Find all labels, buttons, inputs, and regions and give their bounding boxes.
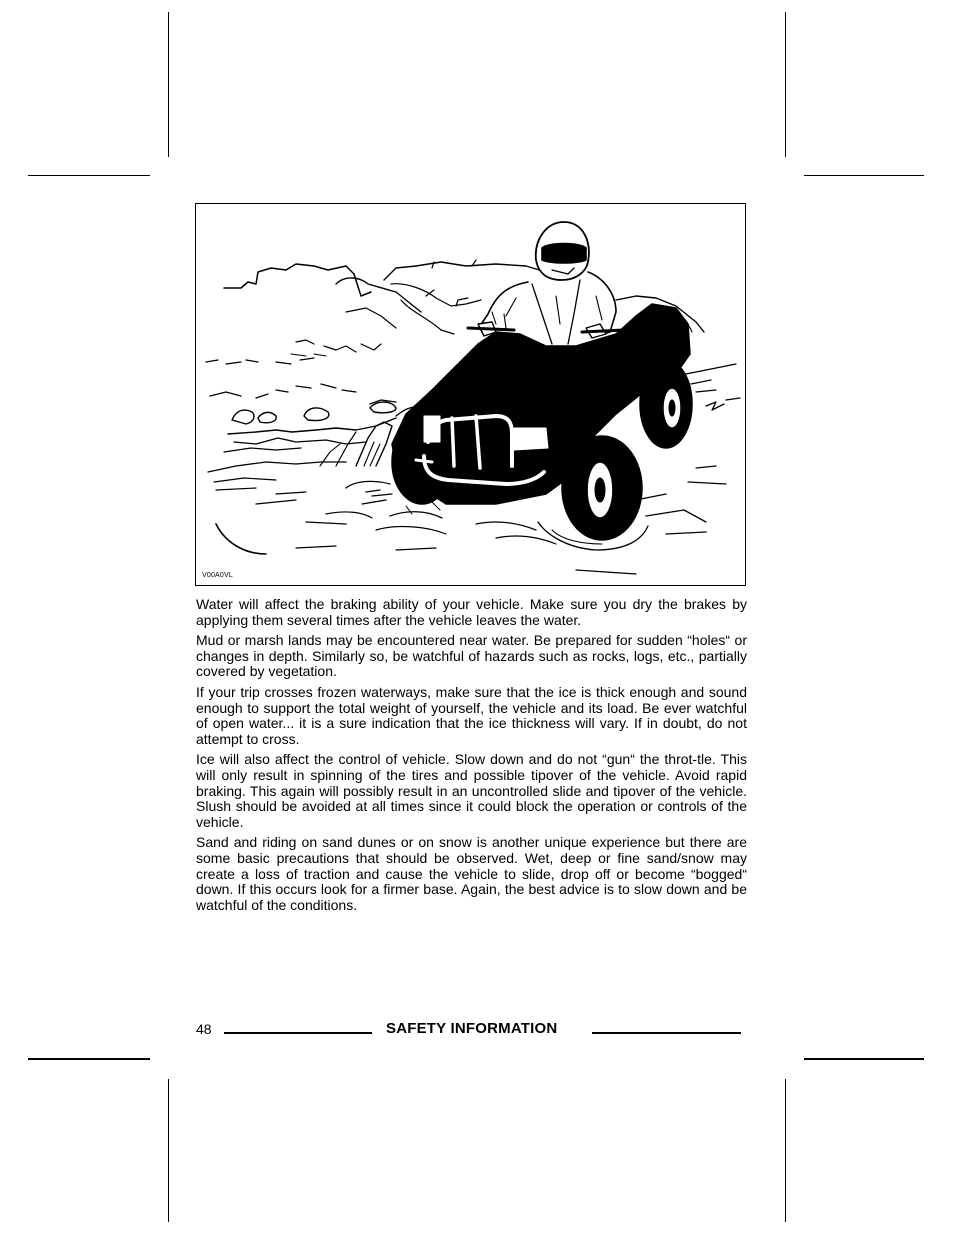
crop-mark-top-left-vertical	[168, 12, 169, 157]
page-number: 48	[196, 1021, 212, 1037]
figure-code-label: V00A0VL	[202, 572, 233, 579]
crop-mark-bottom-left-vertical	[168, 1079, 169, 1222]
atv-rider-in-water-illustration	[196, 204, 744, 584]
footer-rule-right	[592, 1032, 741, 1034]
paragraph-ice-control: Ice will also affect the control of vehicle. Slow down and do not “gun“ the throt-tle. This will only result in spinning of the tires and possible tipover of the vehicle. Avoid rapid braking. This again will possibly result in an uncontrolled slide and tipover of the vehicle. Slush should be avoided at all times since it could block the operation or controls of the vehicle.	[196, 751, 747, 830]
paragraph-mud-marsh: Mud or marsh lands may be encountered near water. Be prepared for sudden “holes“ or changes in depth. Similarly so, be watchful of hazards such as rocks, logs, etc., partially covered by vegetation.	[196, 632, 747, 680]
crop-mark-bottom-right-vertical	[785, 1079, 786, 1222]
crop-mark-bottom-left-horizontal	[28, 1058, 150, 1060]
page-footer	[196, 1021, 747, 1039]
paragraph-frozen-waterways: If your trip crosses frozen waterways, make sure that the ice is thick enough and sound enough to support the total weight of yourself, the vehicle and its load. Be ever watchful of open water... it is a sure indication that the ice thickness will vary. If in doubt, do not attempt to cross.	[196, 683, 747, 747]
crop-mark-top-left-horizontal	[28, 175, 150, 176]
atv-illustration-figure	[195, 203, 746, 586]
section-title: SAFETY INFORMATION	[386, 1020, 558, 1037]
crop-mark-bottom-right-horizontal	[804, 1058, 924, 1060]
footer-rule-left	[224, 1032, 372, 1034]
paragraph-water-braking: Water will affect the braking ability of your vehicle. Make sure you dry the brakes by applying them several times after the vehicle leaves the water.	[196, 596, 747, 628]
crop-mark-top-right-horizontal	[804, 175, 924, 176]
crop-mark-top-right-vertical	[785, 12, 786, 157]
paragraph-sand-snow: Sand and riding on sand dunes or on snow is another unique experience but there are some basic precautions that should be observed. Wet, deep or fine sand/snow may create a loss of traction and cause the vehicle to slide, drop off or become “bogged“ down. If this occurs look for a firmer base. Again, the best advice is to slow down and be watchful of the conditions.	[196, 834, 747, 913]
body-text	[196, 597, 747, 918]
